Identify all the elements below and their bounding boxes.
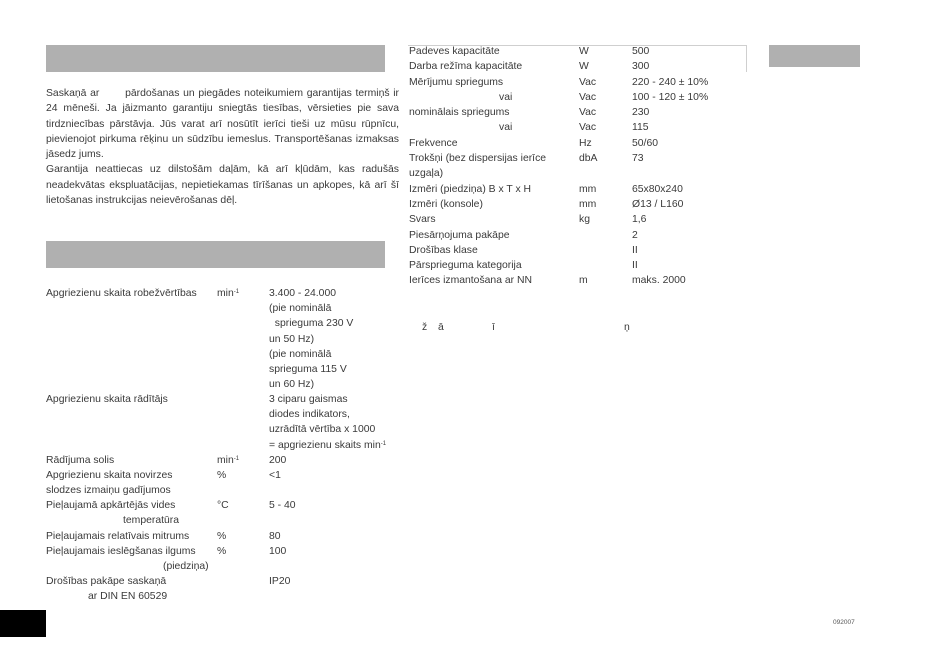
spec-value: 230	[632, 107, 650, 119]
spec-unit: Vac	[579, 122, 597, 134]
spec-value: 115	[632, 122, 649, 134]
spec-name: vai	[499, 91, 513, 103]
spec-value: 3.400 - 24.000 (pie nominālā sprieguma 230 V un 50 Hz) (pie nominālā sprieguma 115 V un 60 Hz)	[269, 288, 354, 391]
spec-unit: m	[579, 275, 588, 287]
spec-value: 50/60	[632, 137, 659, 149]
spec-row-ambient-temp	[46, 498, 406, 529]
spec-unit: W	[579, 61, 589, 73]
spec-unit: mm	[579, 198, 597, 210]
spec-row-duty-cycle	[46, 544, 406, 574]
spec-name: Apgriezienu skaita novirzes slodzes izmaiņu gadījumos	[46, 470, 173, 497]
spec-name: Darba režīma kapacitāte	[409, 61, 523, 73]
spec-unit: W	[579, 46, 589, 57]
spec-unit: %	[217, 546, 227, 557]
spec-unit: $\min^{-1}$	[217, 455, 240, 466]
spec-row	[409, 182, 749, 197]
spec-value: 1,6	[632, 214, 647, 226]
spec-value: 5 - 40	[269, 500, 296, 511]
spec-unit: mm	[579, 183, 597, 195]
spec-value: maks. 2000	[632, 275, 686, 287]
tech-data-right	[409, 44, 749, 289]
spec-row	[409, 212, 749, 227]
document-code: 092007	[833, 619, 855, 626]
tech-heading-bar	[46, 241, 385, 268]
spec-name: Ierīces izmantošana ar NN	[409, 275, 533, 287]
spec-name: Trokšņi (bez dispersijas ierīce	[409, 153, 547, 165]
spec-unit: Hz	[579, 137, 592, 149]
text-fragment: ī	[492, 322, 495, 333]
spec-row-humidity	[46, 529, 406, 544]
spec-unit: °C	[217, 500, 229, 511]
tech-data-left	[46, 286, 406, 604]
spec-row	[409, 151, 749, 166]
spec-value: <1	[269, 470, 281, 481]
spec-row-speed-display	[46, 392, 406, 453]
spec-name: Padeves kapacitāte	[409, 46, 500, 57]
spec-unit: Vac	[579, 107, 597, 119]
spec-row-display-step	[46, 453, 406, 468]
text-fragment: ņ	[624, 322, 630, 333]
spec-row	[409, 136, 749, 151]
spec-value: 300	[632, 61, 650, 73]
spec-name: uzgaļa)	[409, 168, 444, 180]
spec-row	[409, 59, 749, 74]
spec-value: 65x80x240	[632, 183, 683, 195]
spec-name: Izmēri (konsole)	[409, 198, 483, 210]
spec-unit: kg	[579, 214, 590, 226]
spec-name: vai	[499, 122, 513, 134]
spec-name: Piesārņojuma pakāpe	[409, 229, 510, 241]
spec-row	[409, 243, 749, 258]
spec-row	[409, 90, 749, 105]
page-edge-tab	[0, 610, 46, 637]
spec-unit: $\min^{-1}$	[217, 288, 240, 299]
spec-row	[409, 166, 749, 181]
spec-unit: dbA	[579, 153, 598, 165]
spec-name: Frekvence	[409, 137, 458, 149]
spec-value: 73	[632, 153, 644, 165]
spec-value: IP20	[269, 576, 291, 587]
warranty-paragraph-2: Garantija neattiecas uz dilstošām daļām, kā arī kļūdām, kas radušās neadekvātas ekspluatācijas, nepietiekamas tīrīšanas un apkopes, kā arī šī lietošanas instrukcijas neievērošanas dēļ.	[46, 164, 399, 207]
spec-row	[409, 273, 749, 288]
spec-unit: Vac	[579, 76, 597, 88]
spec-row-speed-range	[46, 286, 406, 392]
text-fragment: ā	[438, 322, 444, 333]
spec-name: Svars	[409, 214, 436, 226]
spec-row	[409, 44, 749, 59]
spec-row	[409, 228, 749, 243]
spec-row-speed-deviation	[46, 468, 406, 498]
spec-row	[409, 120, 749, 135]
spec-value: 220 - 240 ± 10%	[632, 76, 709, 88]
warranty-paragraph-1: Saskaņā ar pārdošanas un piegādes noteikumiem garantijas termiņš ir 24 mēneši. Ja jāizmanto garantiju sniegtās tiesības, vērsieties pie sava tirdzniecības pārstāvja. Jūs varat arī nosūtīt ierīci tieši uz mūsu rūpnīcu, pievienojot pirkuma rēķinu un sūdzību iemeslus. Transportēšanas izmaksas jāsedz jums.	[46, 88, 402, 161]
spec-name: Rādījuma solis	[46, 455, 115, 466]
spec-name: Pārsprieguma kategorija	[409, 260, 522, 272]
spec-value: 2	[632, 229, 638, 241]
spec-name: nominālais spriegums	[409, 107, 510, 119]
spec-name: Pieļaujamais relatīvais mitrums	[46, 531, 190, 542]
spec-unit: Vac	[579, 91, 597, 103]
spec-name: Pieļaujamā apkārtējās vides temperatūra	[46, 500, 180, 527]
spec-row	[409, 75, 749, 90]
spec-value: II	[632, 260, 638, 272]
spec-value: 100	[269, 546, 287, 557]
spec-row	[409, 258, 749, 273]
spec-name: Drošības klase	[409, 244, 478, 256]
spec-row	[409, 197, 749, 212]
spec-value: 200	[269, 455, 287, 466]
spec-name: Pieļaujamais ieslēgšanas ilgums (piedziņa)	[46, 546, 209, 573]
spec-unit: %	[217, 531, 227, 542]
spec-name: Apgriezienu skaita robežvērtības	[46, 288, 197, 299]
spec-row-protection	[46, 574, 406, 604]
spec-value: 3 ciparu gaismas diodes indikators, uzrādītā vērtība x 1000 = apgriezienu skaits $\min^{-1}$	[269, 394, 387, 451]
spec-value: 80	[269, 531, 281, 542]
spec-name: Apgriezienu skaita rādītājs	[46, 394, 168, 405]
warranty-heading-bar	[46, 45, 385, 72]
spec-value: 500	[632, 46, 650, 57]
spec-value: Ø13 / L160	[632, 198, 684, 210]
right-heading-bar	[769, 45, 860, 67]
spec-value: 100 - 120 ± 10%	[632, 91, 709, 103]
spec-row	[409, 105, 749, 120]
text-fragment: ž	[422, 322, 428, 333]
spec-name: Drošības pakāpe saskaņā ar DIN EN 60529	[46, 576, 168, 603]
spec-unit: %	[217, 470, 227, 481]
warranty-text	[46, 86, 402, 208]
spec-name: Mērījumu spriegums	[409, 76, 504, 88]
spec-value: II	[632, 244, 638, 256]
spec-name: Izmēri (piedziņa) B x T x H	[409, 183, 532, 195]
